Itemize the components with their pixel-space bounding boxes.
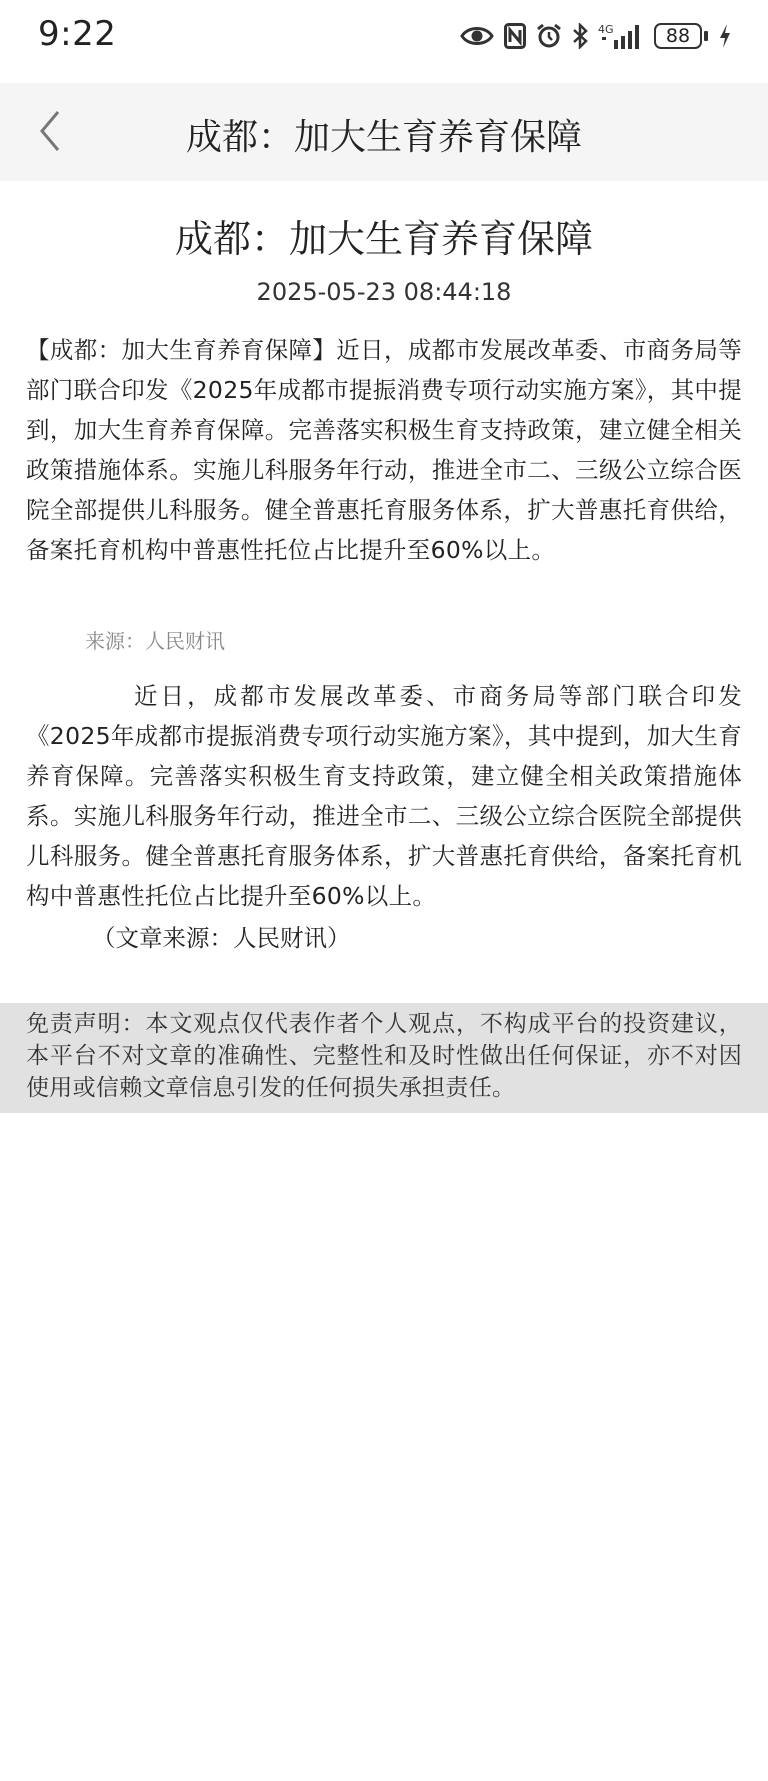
- nav-title: 成都：加大生育养育保障: [185, 117, 582, 158]
- article-credit: （文章来源：人民财讯）: [92, 924, 351, 952]
- network-type: 4G: [598, 23, 614, 36]
- article: [0, 181, 768, 958]
- source-line: 来源：人民财讯: [85, 629, 225, 653]
- article-timestamp: 2025-05-23 08:44:18: [256, 278, 512, 306]
- status-time: 9:22: [38, 14, 117, 54]
- battery-icon: [654, 23, 702, 49]
- status-bar: [0, 0, 768, 78]
- alarm-icon: [536, 23, 562, 49]
- nfc-icon: [504, 23, 526, 49]
- bluetooth-icon: [572, 23, 588, 49]
- article-summary: 【成都：加大生育养育保障】近日，成都市发展改革委、市商务局等部门联合印发《2025年成都市提振消费专项行动实施方案》，其中提到，加大生育养育保障。完善落实积极生育支持政策，建立健全相关政策措施体系。实施儿科服务年行动，推进全市二、三级公立综合医院全部提供儿科服务。健全普惠托育服务体系，扩大普惠托育供给，备案托育机构中普惠性托位占比提升至60%以上。: [26, 336, 742, 564]
- battery-level: 88: [665, 25, 691, 47]
- status-icons: [460, 18, 732, 54]
- disclaimer: 免责声明：本文观点仅代表作者个人观点，不构成平台的投资建议，本平台不对文章的准确性、完整性和及时性做出任何保证，亦不对因使用或信赖文章信息引发的任何损失承担责任。: [0, 1003, 768, 1113]
- nav-bar: [0, 83, 768, 181]
- article-body: 近日，成都市发展改革委、市商务局等部门联合印发《2025年成都市提振消费专项行动实施方案》，其中提到，加大生育养育保障。完善落实积极生育支持政策，建立健全相关政策措施体系。实施儿科服务年行动，推进全市二、三级公立综合医院全部提供儿科服务。健全普惠托育服务体系，扩大普惠托育供给，备案托育机构中普惠性托位占比提升至60%以上。: [26, 682, 742, 910]
- signal-icon: [598, 22, 644, 50]
- charging-icon: [718, 23, 732, 49]
- article-title: 成都：加大生育养育保障: [174, 217, 593, 261]
- eye-icon: [460, 24, 494, 48]
